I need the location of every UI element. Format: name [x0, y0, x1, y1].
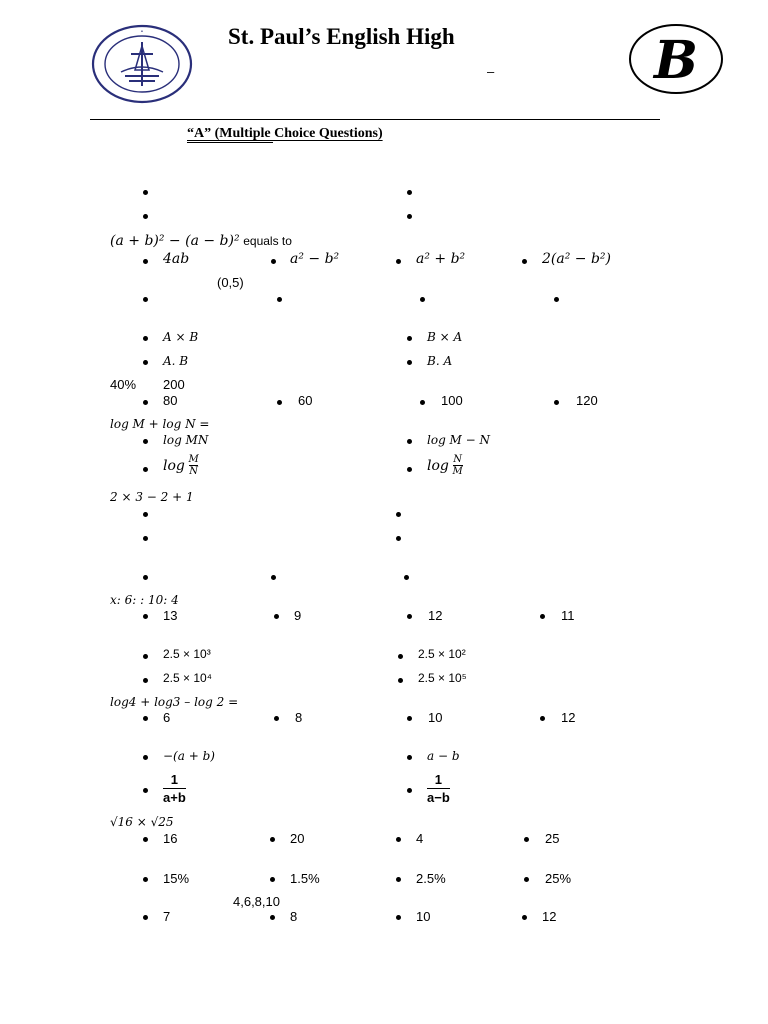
option[interactable]: A × B	[163, 330, 199, 344]
option[interactable]: 8	[295, 710, 303, 725]
question-3-math: (a + b)² − (a − b)²	[110, 233, 240, 249]
option-bullet	[274, 716, 279, 721]
option-bullet	[143, 915, 148, 920]
option-bullet	[277, 400, 282, 405]
option-bullet	[540, 716, 545, 721]
option-fraction[interactable]: log $\frac{M}{N}$	[163, 454, 199, 477]
option-bullet	[143, 788, 148, 793]
option-bullet	[407, 788, 412, 793]
option[interactable]: 15%	[163, 871, 190, 886]
question-3-text: equals to	[243, 234, 292, 248]
header-dash: –	[487, 64, 495, 79]
option[interactable]: 16	[163, 831, 178, 846]
option-bullet	[143, 467, 148, 472]
option[interactable]: 2.5%	[416, 871, 446, 886]
option-bullet	[143, 678, 148, 683]
option-bullet	[143, 654, 148, 659]
option[interactable]: 2.5 × 10³	[163, 647, 211, 661]
option[interactable]: 6	[163, 710, 171, 725]
option[interactable]: 10	[428, 710, 443, 725]
option[interactable]: 2.5 × 10⁴	[163, 671, 212, 685]
svg-text:•: •	[140, 29, 144, 35]
option-bullet	[396, 877, 401, 882]
option[interactable]: 2.5 × 10²	[418, 647, 466, 661]
bullet	[143, 512, 148, 517]
option-bullet	[274, 614, 279, 619]
option[interactable]: log M − N	[427, 433, 491, 447]
option-bullet	[420, 400, 425, 405]
option[interactable]: 12	[542, 909, 557, 924]
bullet	[407, 190, 412, 195]
option[interactable]: 80	[163, 393, 178, 408]
option-fraction[interactable]: $\frac{1}{a-b}$	[427, 772, 450, 805]
option-bullet	[396, 915, 401, 920]
bullet	[407, 214, 412, 219]
svg-text:B: B	[654, 30, 698, 91]
question-10-stem: x: 6: : 10: 4	[110, 593, 179, 607]
option-bullet	[522, 915, 527, 920]
option-bullet	[143, 614, 148, 619]
option-bullet	[407, 716, 412, 721]
option-bullet	[143, 400, 148, 405]
bullet	[277, 297, 282, 302]
option-bullet	[143, 716, 148, 721]
bullet	[396, 536, 401, 541]
question-16-stem: 4,6,8,10	[233, 894, 280, 909]
bullet	[143, 536, 148, 541]
option-bullet	[522, 259, 527, 264]
option-bullet	[407, 360, 412, 365]
option[interactable]: 20	[290, 831, 305, 846]
bullet	[143, 190, 148, 195]
bullet	[143, 575, 148, 580]
option-bullet	[143, 259, 148, 264]
option[interactable]: 2(a² − b²)	[542, 251, 611, 267]
option-bullet	[396, 259, 401, 264]
option[interactable]: A. B	[163, 354, 189, 368]
bullet	[271, 575, 276, 580]
option-bullet	[143, 360, 148, 365]
option-bullet	[143, 755, 148, 760]
option-bullet	[407, 614, 412, 619]
option[interactable]: 9	[294, 608, 302, 623]
question-6-stem-b: 200	[163, 377, 185, 392]
option-bullet	[270, 837, 275, 842]
section-underline-extension	[187, 142, 273, 143]
option-bullet	[143, 837, 148, 842]
option-bullet	[407, 467, 412, 472]
gothic-b-logo	[628, 23, 724, 95]
bullet	[404, 575, 409, 580]
question-8-stem: 2 × 3 − 2 + 1	[110, 490, 194, 504]
bullet	[396, 512, 401, 517]
bullet	[143, 214, 148, 219]
question-14-stem: √16 × √25	[110, 815, 174, 829]
option[interactable]: 13	[163, 608, 178, 623]
option[interactable]: 100	[441, 393, 463, 408]
option[interactable]: B. A	[427, 354, 453, 368]
option-bullet	[270, 877, 275, 882]
option[interactable]: 12	[561, 710, 576, 725]
option[interactable]: log MN	[163, 433, 209, 447]
option[interactable]: 120	[576, 393, 598, 408]
option-fraction[interactable]: $\frac{1}{a+b}$	[163, 772, 186, 805]
option[interactable]: 8	[290, 909, 298, 924]
option[interactable]: 60	[298, 393, 313, 408]
header-divider	[90, 119, 660, 120]
bullet	[143, 297, 148, 302]
question-6-stem-a: 40%	[110, 377, 137, 392]
option-bullet	[524, 877, 529, 882]
option-bullet	[407, 755, 412, 760]
section-title: “A” (Multiple Choice Questions)	[187, 126, 383, 141]
question-3-stem	[110, 233, 292, 249]
option[interactable]: B × A	[427, 330, 463, 344]
option-bullet	[398, 654, 403, 659]
option-bullet	[524, 837, 529, 842]
option[interactable]: 10	[416, 909, 431, 924]
option-bullet	[271, 259, 276, 264]
option-bullet	[143, 877, 148, 882]
option-bullet	[143, 439, 148, 444]
question-12-stem: log4 + log3 – log 2 =	[110, 695, 239, 709]
option[interactable]: a² + b²	[416, 251, 466, 267]
option-bullet	[407, 439, 412, 444]
option[interactable]: 12	[428, 608, 443, 623]
option[interactable]: −(a + b)	[163, 749, 215, 763]
option[interactable]: 1.5%	[290, 871, 320, 886]
option[interactable]: a − b	[427, 749, 460, 763]
option-bullet	[407, 336, 412, 341]
option-bullet	[398, 678, 403, 683]
option[interactable]: 2.5 × 10⁵	[418, 671, 467, 685]
option-bullet	[143, 336, 148, 341]
option[interactable]: 4	[416, 831, 424, 846]
option-bullet	[270, 915, 275, 920]
option[interactable]: 25%	[545, 871, 572, 886]
option-fraction[interactable]: log $\frac{N}{M}$	[427, 454, 463, 477]
bullet	[554, 297, 559, 302]
option[interactable]: a² − b²	[290, 251, 340, 267]
school-seal-logo	[91, 24, 193, 104]
option-bullet	[554, 400, 559, 405]
option-bullet	[540, 614, 545, 619]
option[interactable]: 25	[545, 831, 560, 846]
school-name: St. Paul’s English High	[228, 24, 455, 49]
option[interactable]: 11	[561, 608, 575, 623]
option[interactable]: 7	[163, 909, 171, 924]
question-7-stem: log M + log N =	[110, 417, 210, 431]
bullet	[420, 297, 425, 302]
option[interactable]: 4ab	[163, 251, 190, 267]
question-4-stem: (0,5)	[217, 275, 244, 290]
option-bullet	[396, 837, 401, 842]
